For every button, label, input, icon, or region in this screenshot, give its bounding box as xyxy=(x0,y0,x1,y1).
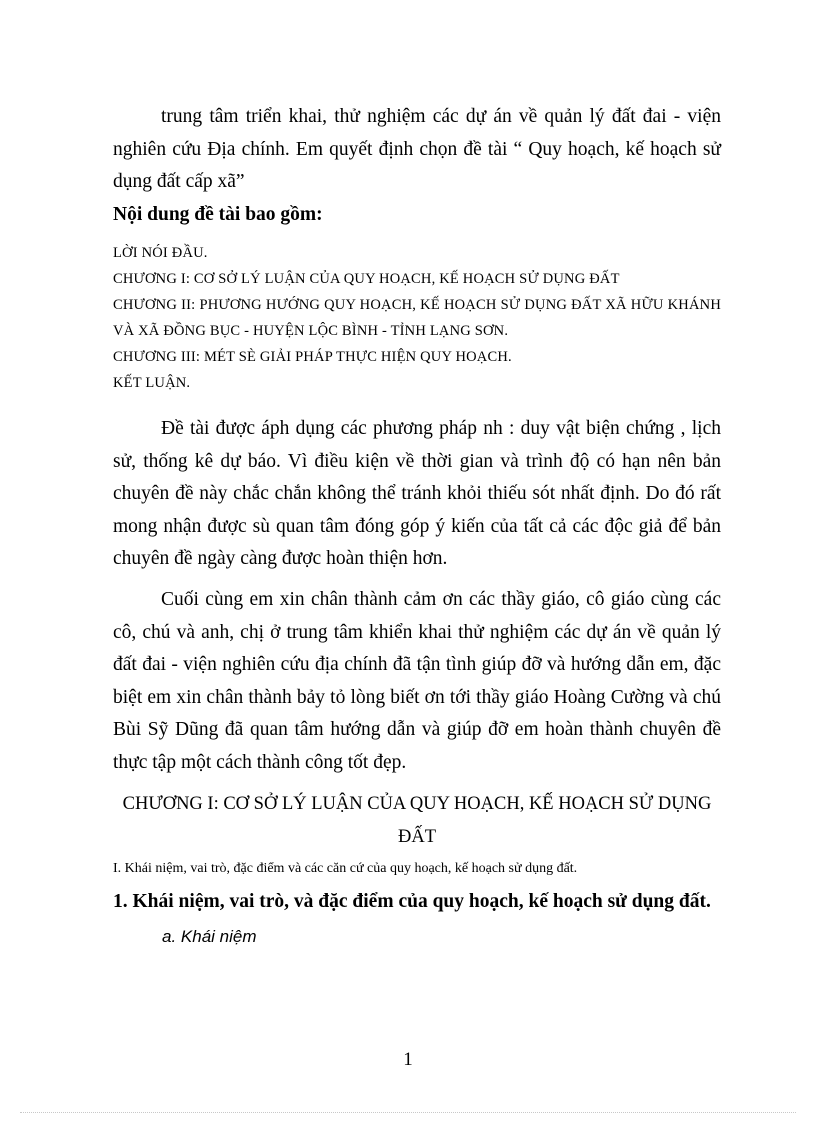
paragraph-intro-text: trung tâm triển khai, thử nghiệm các dự án về quản lý đất đai - viện nghiên cứu Địa chính. Em quyết định chọn đề tài “ Quy hoạch, kế hoạch sử dụng đất cấp xã” xyxy=(113,106,721,192)
chapter-title: CHƯƠNG I: CƠ SỞ LÝ LUẬN CỦA QUY HOẠCH, KẾ HOẠCH SỬ DỤNG ĐẤT xyxy=(122,794,712,847)
contents-item: CHƯƠNG II: PHƯƠNG HƯỚNG QUY HOẠCH, KẾ HOẠCH SỬ DỤNG ĐẤT XÃ HỮU KHÁNH VÀ XÃ ĐỒNG BỤC - HUYỆN LỘC BÌNH - TỈNH LẠNG SƠN. xyxy=(113,297,721,339)
contents-item: CHƯƠNG I: CƠ SỞ LÝ LUẬN CỦA QUY HOẠCH, KẾ HOẠCH SỬ DỤNG ĐẤT xyxy=(113,271,620,287)
section-heading-a: a. Khái niệm xyxy=(162,927,257,946)
paragraph-methods xyxy=(113,413,721,576)
section-heading-1: 1. Khái niệm, vai trò, và đặc điểm của quy hoạch, kế hoạch sử dụng đất. xyxy=(113,891,711,912)
contents-item: LỜI NÓI ĐẦU. xyxy=(113,245,208,261)
paragraph-thanks-text: Cuối cùng em xin chân thành cảm ơn các thầy giáo, cô giáo cùng các cô, chú và anh, chị ở trung tâm khiển khai thử nghiệm các dự án về quản lý đất đai - viện nghiên cứu địa chính đã tận tình giúp đỡ và hướng dẫn em, đặc biệt em xin chân thành bảy tỏ lòng biết ơn tới thầy giáo Hoàng Cường và chú Bùi Sỹ Dũng đã quan tâm hướng dẫn và giúp đỡ em hoàn thành chuyên đề thực tập một cách thành công tốt đẹp. xyxy=(113,589,721,773)
page-border-line xyxy=(20,1112,796,1113)
paragraph-intro-continuation xyxy=(113,101,721,199)
paragraph-thanks xyxy=(113,584,721,779)
contents-list xyxy=(113,240,721,396)
contents-item: CHƯƠNG III: MÉT SÈ GIẢI PHÁP THỰC HIỆN QUY HOẠCH. xyxy=(113,349,512,365)
contents-item: KẾT LUẬN. xyxy=(113,375,191,391)
contents-heading: Nội dung đề tài bao gồm: xyxy=(113,204,323,225)
page-number: 1 xyxy=(403,1049,413,1070)
paragraph-methods-text: Đề tài được áph dụng các phương pháp nh : duy vật biện chứng , lịch sử, thống kê dự báo. Vì điều kiện về thời gian và trình độ có hạn nên bản chuyên đề này chắc chắn không thể tránh khỏi thiếu sót nhất định. Do đó rất mong nhận được sù quan tâm đóng góp ý kiến của tất cả các độc giả để bản chuyên đề ngày càng được hoàn thiện hơn. xyxy=(113,418,721,569)
section-heading-I: I. Khái niệm, vai trò, đặc điểm và các căn cứ của quy hoạch, kế hoạch sử dụng đất. xyxy=(113,861,578,876)
